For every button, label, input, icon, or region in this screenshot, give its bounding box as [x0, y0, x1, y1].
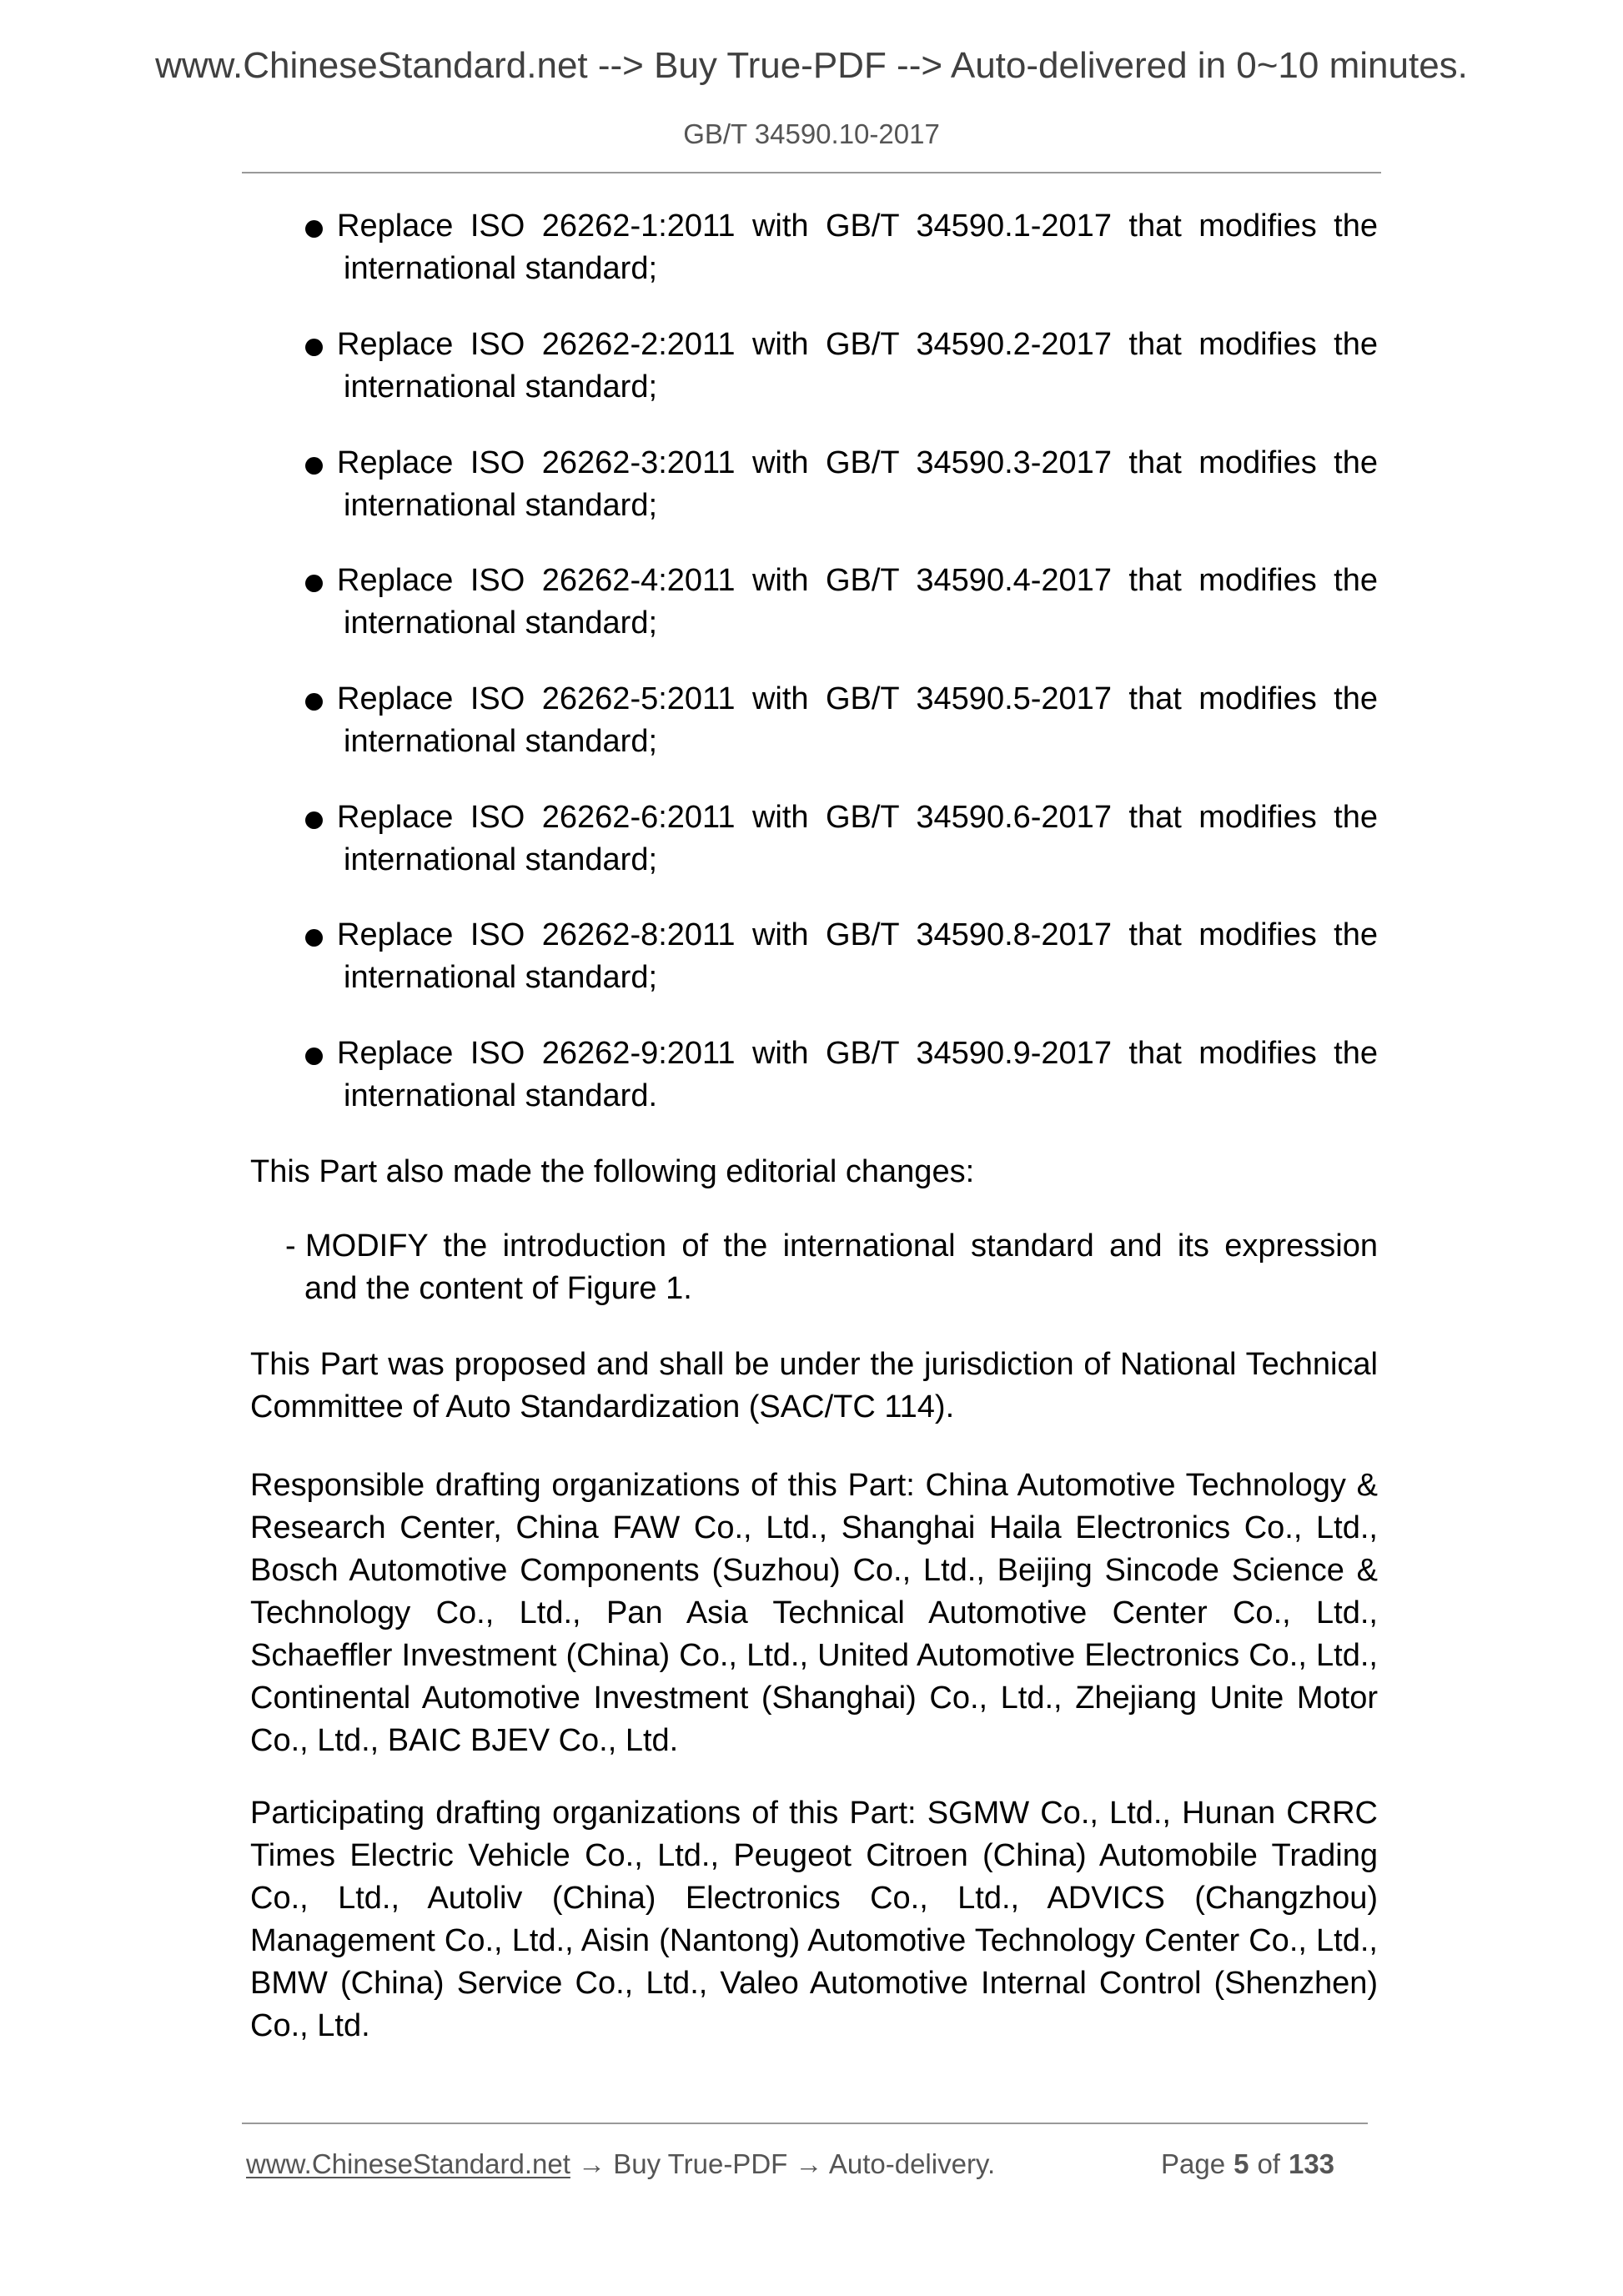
jurisdiction-paragraph: This Part was proposed and shall be under the jurisdiction of National Technical Committee of Auto Standardization (SAC/TC 114). [250, 1347, 1378, 1424]
site-link[interactable]: www.ChineseStandard.net [246, 2148, 570, 2179]
list-item-line2: international standard; [344, 605, 658, 641]
list-item-line2: international standard; [344, 724, 658, 759]
list-item-line1: Replace ISO 26262-4:2011 with GB/T 34590.4-2017 that modifies the [337, 563, 1378, 598]
bullet-icon [305, 929, 323, 947]
list-item-line1: Replace ISO 26262-3:2011 with GB/T 34590.3-2017 that modifies the [337, 445, 1378, 480]
page-label: Page [1161, 2148, 1226, 2179]
editorial-item-line1: MODIFY the introduction of the international standard and its expression [305, 1228, 1378, 1264]
footer-promo [246, 2150, 995, 2178]
header-divider [242, 172, 1381, 173]
list-item-line1: Replace ISO 26262-8:2011 with GB/T 34590.8-2017 that modifies the [337, 917, 1378, 952]
editorial-item-line2: and the content of Figure 1. [304, 1271, 692, 1306]
list-item-line1: Replace ISO 26262-5:2011 with GB/T 34590.5-2017 that modifies the [337, 681, 1378, 716]
list-item-line2: international standard; [344, 842, 658, 877]
list-item-line2: international standard. [344, 1078, 658, 1113]
editorial-intro: This Part also made the following editorial changes: [250, 1154, 975, 1189]
footer-delivery-text: Auto-delivery. [828, 2148, 996, 2179]
bullet-icon [305, 339, 323, 356]
standard-id: GB/T 34590.10-2017 [683, 118, 940, 149]
bullet-icon [305, 811, 323, 829]
bullet-icon [305, 693, 323, 711]
dash-marker: - [285, 1228, 296, 1264]
responsible-organizations-paragraph: Responsible drafting organizations of this Part: China Automotive Technology & Research Center, China FAW Co., Ltd., Shanghai Haila Electronics Co., Ltd., Bosch Automotive Components (Suzhou) Co., Ltd., Beijing Sincode Science & Technology Co., Ltd., Pan Asia Technical Automotive Center Co., Ltd., Schaeffler Investment (China) Co., Ltd., United Automotive Electronics Co., Ltd., Continental Automotive Investment (Shanghai) Co., Ltd., Zhejiang Unite Motor Co., Ltd., BAIC BJEV Co., Ltd. [250, 1468, 1378, 1758]
of-label: of [1257, 2148, 1280, 2179]
bullet-icon [305, 457, 323, 475]
header-banner: www.ChineseStandard.net --> Buy True-PDF --> Auto-delivered in 0~10 minutes. [155, 45, 1468, 86]
list-item-line2: international standard; [344, 488, 658, 523]
list-item-line2: international standard; [344, 369, 658, 404]
list-item-line2: international standard; [344, 960, 658, 995]
current-page: 5 [1234, 2148, 1249, 2179]
page-indicator [1161, 2150, 1334, 2178]
total-pages: 133 [1288, 2148, 1335, 2179]
footer-divider [242, 2123, 1368, 2124]
list-item-line1: Replace ISO 26262-1:2011 with GB/T 34590.1-2017 that modifies the [337, 208, 1378, 244]
list-item-line1: Replace ISO 26262-2:2011 with GB/T 34590.2-2017 that modifies the [337, 327, 1378, 362]
list-item-line1: Replace ISO 26262-9:2011 with GB/T 34590.9-2017 that modifies the [337, 1036, 1378, 1071]
bullet-icon [305, 220, 323, 238]
arrow-right-icon: → [578, 2148, 606, 2179]
participating-organizations-paragraph: Participating drafting organizations of this Part: SGMW Co., Ltd., Hunan CRRC Times Electric Vehicle Co., Ltd., Peugeot Citroen (China) Automobile Trading Co., Ltd., Autoliv (China) Electronics Co., Ltd., ADVICS (Changzhou) Management Co., Ltd., Aisin (Nantong) Automotive Technology Center Co., Ltd., BMW (China) Service Co., Ltd., Valeo Automotive Internal Control (Shenzhen) Co., Ltd. [250, 1796, 1378, 2043]
bullet-icon [305, 575, 323, 592]
list-item-line1: Replace ISO 26262-6:2011 with GB/T 34590.6-2017 that modifies the [337, 800, 1378, 835]
bullet-icon [305, 1048, 323, 1065]
footer-buy-text: Buy True-PDF [613, 2148, 788, 2179]
list-item-line2: international standard; [344, 251, 658, 286]
arrow-right-icon: → [795, 2148, 823, 2179]
